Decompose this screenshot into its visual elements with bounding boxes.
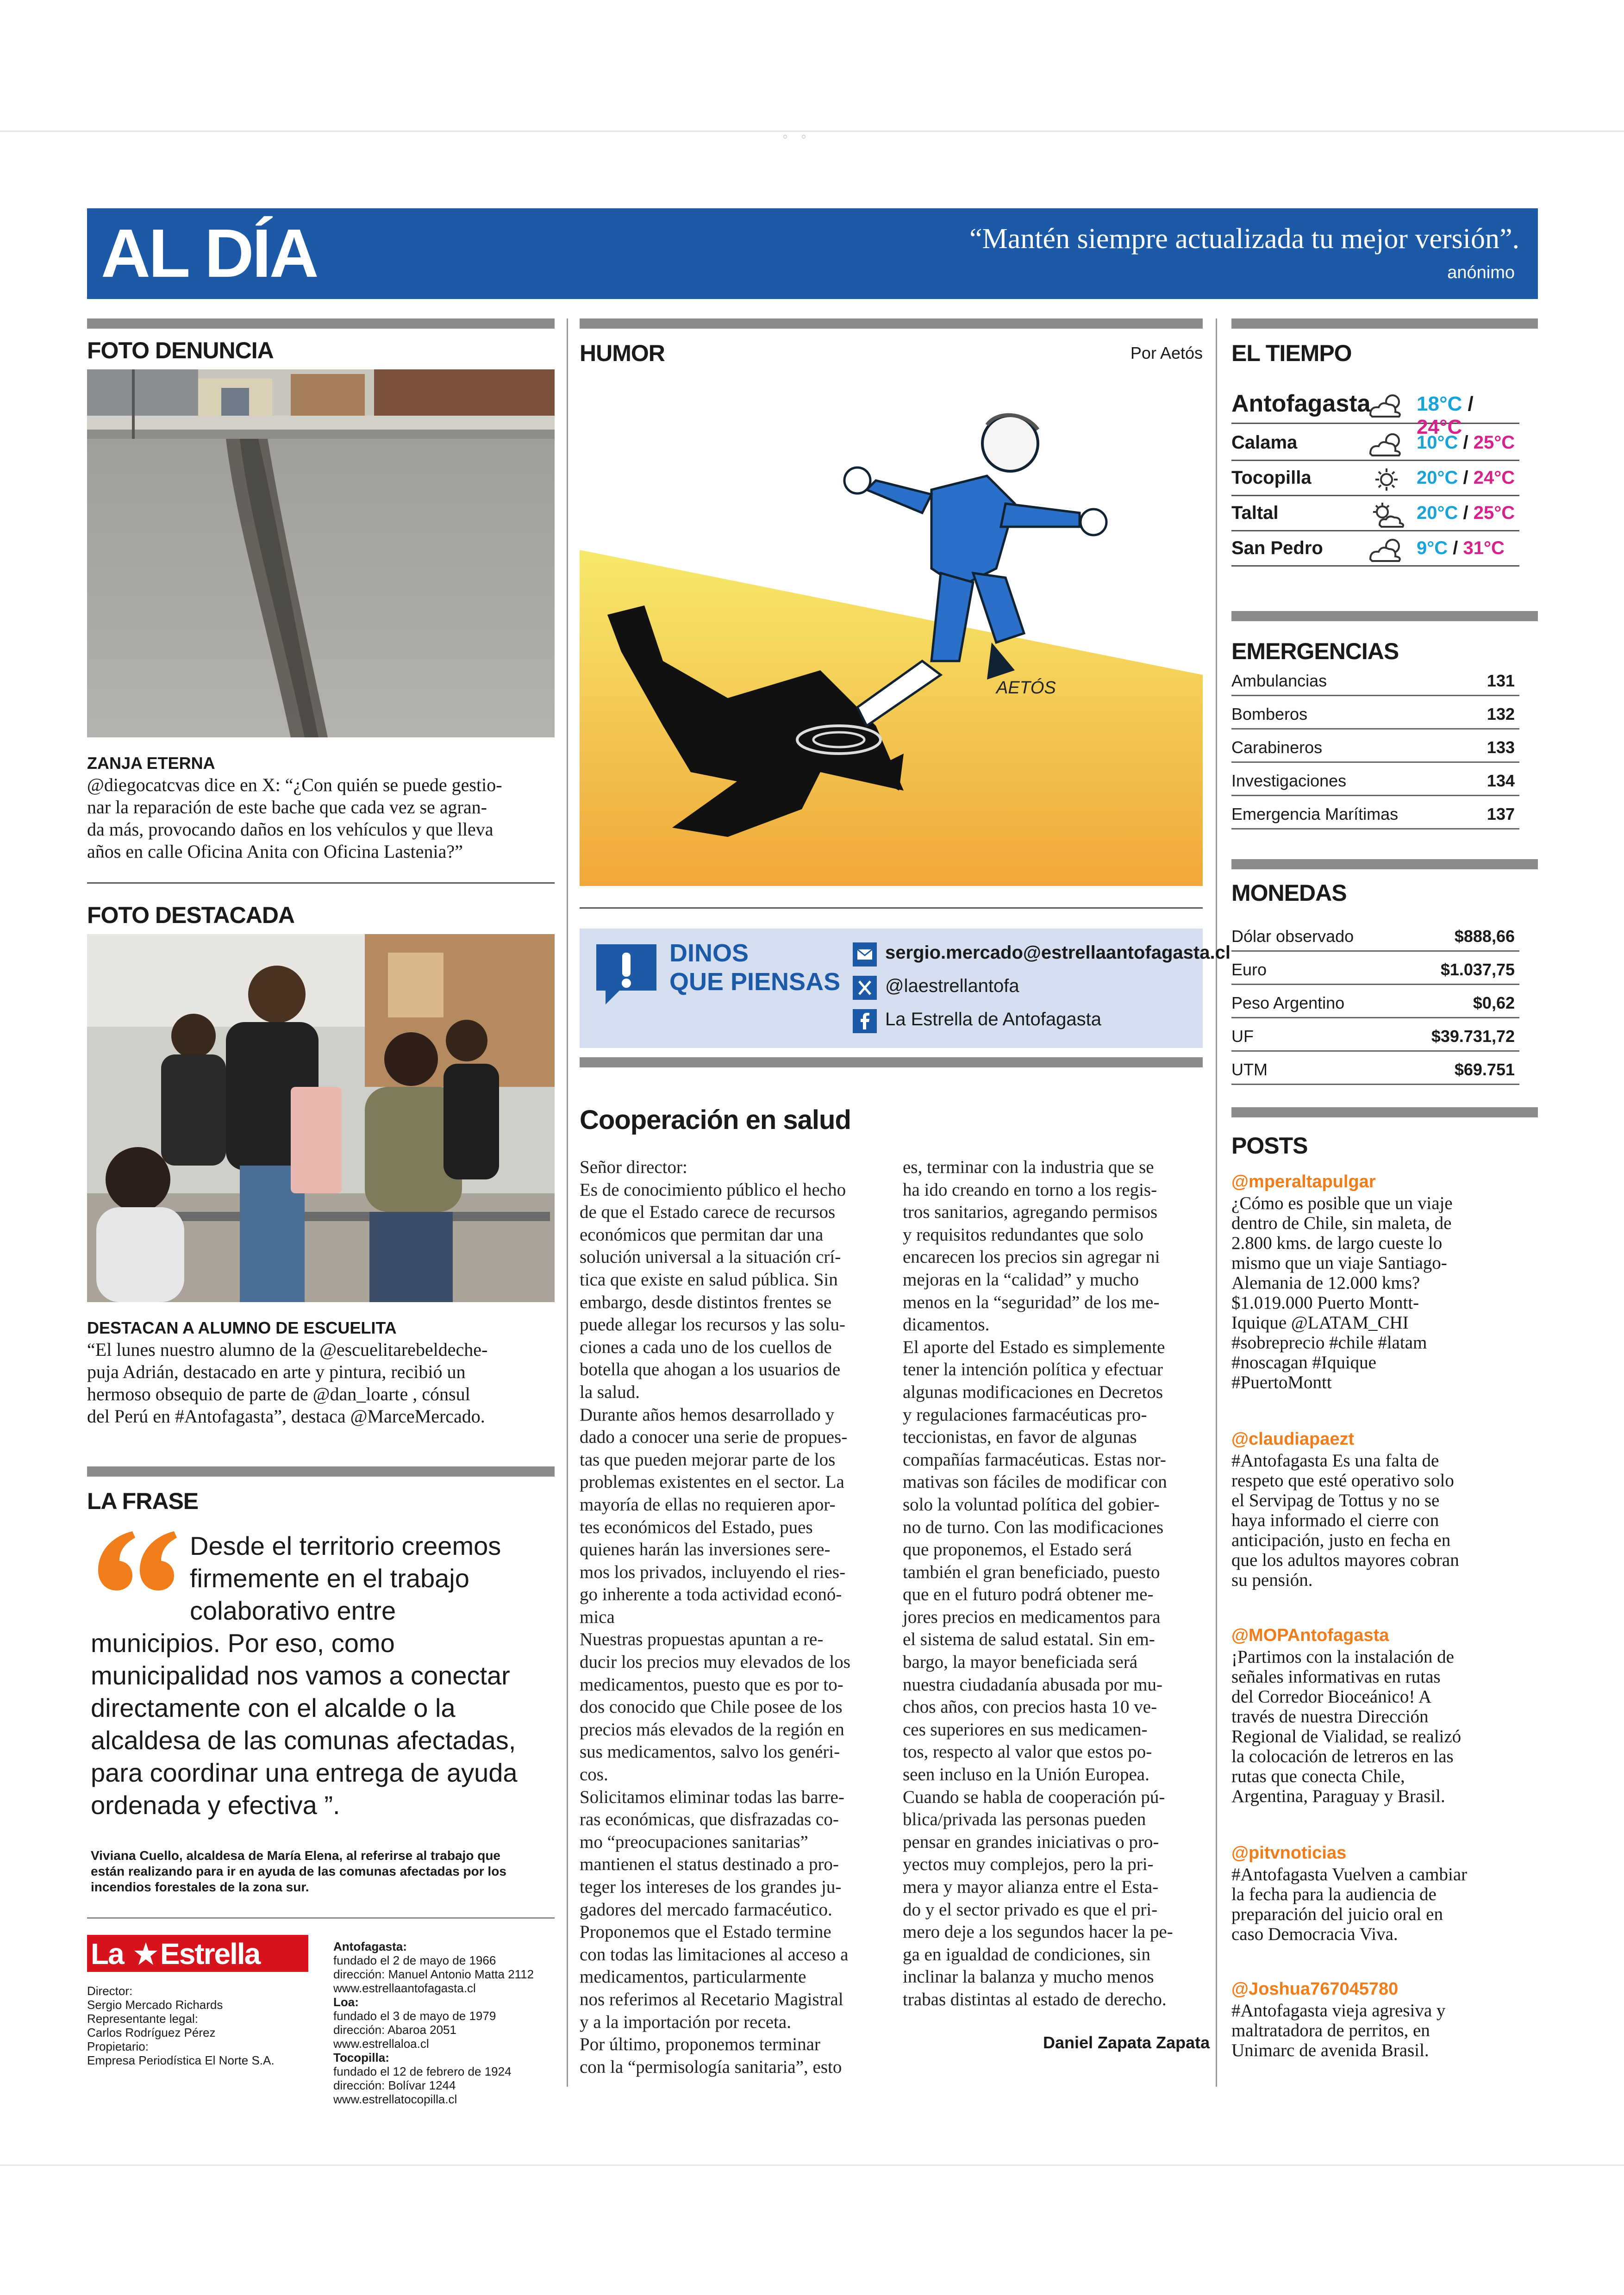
letter-line: solución universal a la situación crí-: [580, 1247, 841, 1267]
letter-line: go inherente a toda actividad econó-: [580, 1584, 842, 1605]
divider-bar: [1231, 318, 1538, 329]
letter-line: dos conocido que Chile posee de los: [580, 1697, 843, 1717]
foto-destacada-title: FOTO DESTACADA: [87, 902, 295, 928]
letter-line: que proponemos, el Estado será: [903, 1540, 1132, 1560]
divider-bar: [580, 318, 1203, 329]
currency-row: Euro $1.037,75: [1231, 952, 1519, 985]
letter-line: es, terminar con la industria que se: [903, 1157, 1154, 1177]
letter-line: no de turno. Con las modificaciones: [903, 1517, 1164, 1537]
divider-bar: [1231, 611, 1538, 621]
letter-line: que en el futuro podrá obtener me-: [903, 1584, 1154, 1605]
letter-line: algunas modificaciones en Decretos: [903, 1382, 1163, 1402]
letter-line: el sistema de salud estatal. Sin em-: [903, 1629, 1155, 1650]
page-bottom-edge: [0, 2164, 1624, 2166]
emergency-row: Emergencia Marítimas 137: [1231, 796, 1519, 829]
letter-line: también el gran beneficiado, puesto: [903, 1562, 1160, 1582]
web-link[interactable]: www.estrellatocopilla.cl: [333, 2092, 457, 2106]
foto-destacada-photo: [87, 934, 555, 1302]
letter-line: sus medicamentos, salvo los genéri-: [580, 1742, 840, 1762]
letter-line: inclinar la balanza y mucho menos: [903, 1967, 1154, 1987]
letter-line: bargo, la mayor beneficiada será: [903, 1652, 1138, 1672]
letter-line: Proponemos que el Estado termine: [580, 1922, 831, 1942]
x-icon: [853, 976, 877, 1000]
letter-line: mejoras en la “calidad” y mucho: [903, 1269, 1139, 1290]
weather-title: EL TIEMPO: [1231, 340, 1352, 366]
foto-destacada-caption-title: DESTACAN A ALUMNO DE ESCUELITA: [87, 1318, 397, 1337]
dinos-title: DINOS QUE PIENSAS: [669, 939, 841, 996]
letter-line: ga en igualdad de condiciones, sin: [903, 1944, 1151, 1964]
divider-line: [87, 882, 555, 884]
dinos-facebook[interactable]: La Estrella de Antofagasta: [885, 1009, 1101, 1029]
frase-line: municipalidad nos vamos a conectar: [91, 1661, 510, 1690]
letter-line: tros sanitarios, agregando permisos: [903, 1202, 1158, 1222]
post-body: ¡Partimos con la instalación de señales informativas en rutas del Corredor Bioceánico! A través de nuestra Dirección Regional de Vialidad, se realizó la colocación de letreros en las rutas que conecta Chile, Argentina, Paraguay y Brasil.: [1231, 1647, 1462, 1806]
divider-bar: [87, 318, 555, 329]
letter-line: Cuando se habla de cooperación pú-: [903, 1787, 1165, 1807]
emergencias-title: EMERGENCIAS: [1231, 638, 1399, 664]
currency-row: Dólar observado $888,66: [1231, 918, 1519, 952]
letter-line: embargo, desde distintos frentes se: [580, 1292, 832, 1312]
humor-cartoon: [580, 374, 1203, 886]
currency-row: UTM $69.751: [1231, 1052, 1519, 1085]
letter-line: seen incluso en la Unión Europea.: [903, 1765, 1149, 1785]
post-body: ¿Cómo es posible que un viaje dentro de Chile, sin maleta, de 2.800 kms. de largo cueste lo mismo que un viaje Santiago- Alemania de 12.000 kms? $1.019.000 Puerto Montt- Iquique @LATAM_CHI #sobreprecio #chile #latam #noscagan #Iquique #PuertoMontt: [1231, 1193, 1453, 1392]
emergency-row: Investigaciones 134: [1231, 763, 1519, 796]
frase-line: para coordinar una entrega de ayuda: [91, 1758, 518, 1787]
foto-denuncia-photo: [87, 369, 555, 737]
letter-line: pensar en grandes iniciativas o pro-: [903, 1832, 1159, 1852]
la-frase-title: LA FRASE: [87, 1488, 199, 1514]
letter-signature: Daniel Zapata Zapata: [1043, 2033, 1210, 2052]
weather-row: San Pedro 9°C / 31°C: [1231, 531, 1519, 567]
currency-row: Peso Argentino $0,62: [1231, 985, 1519, 1018]
frase-line: ordenada y efectiva ”.: [91, 1790, 340, 1820]
humor-byline: Por Aetós: [1130, 343, 1203, 362]
post-body: #Antofagasta vieja agresiva y maltratadora de perritos, en Unimarc de avenida Brasil.: [1231, 2001, 1446, 2060]
frase-line: Desde el territorio creemos: [190, 1531, 501, 1560]
letter-line: quienes harán las inversiones sere-: [580, 1540, 831, 1560]
letter-line: do y el sector privado es que el pri-: [903, 1899, 1158, 1920]
letter-line: solo la voluntad política del gobier-: [903, 1494, 1160, 1515]
frase-line: alcaldesa de las comunas afectadas,: [91, 1726, 516, 1755]
exclamation-bubble-icon: [592, 940, 661, 1009]
dinos-email[interactable]: sergio.mercado@estrellaantofagasta.cl: [885, 942, 1230, 963]
letter-line: la salud.: [580, 1382, 640, 1402]
letter-line: puede allegar los recursos y las solu-: [580, 1315, 845, 1335]
web-link[interactable]: www.estrellaloa.cl: [333, 2037, 429, 2051]
letter-line: mantienen el status destinado a pro-: [580, 1854, 839, 1875]
letter-line: Durante años hemos desarrollado y: [580, 1404, 835, 1425]
letter-line: mo “preocupaciones sanitarias”: [580, 1832, 808, 1852]
foto-destacada-caption: “El lunes nuestro alumno de la @escuelitarebeldeche- puja Adrián, destacado en arte y pintura, recibió un hermoso obsequio de parte de @dan_loarte , cónsul del Perú en #Antofagasta”, destaca @MarceMercado.: [87, 1339, 488, 1427]
letter-line: económicos que permitan dar una: [580, 1224, 824, 1245]
email-icon: [853, 942, 877, 967]
cloud-sun-icon: [1366, 431, 1407, 457]
cloud-sun-icon: [1366, 537, 1407, 563]
post-handle[interactable]: @pitvnoticias: [1231, 1843, 1347, 1863]
letter-line: con todas las limitaciones al acceso a: [580, 1944, 849, 1964]
posts-title: POSTS: [1231, 1133, 1308, 1159]
letter-line: y requisitos redundantes que solo: [903, 1224, 1143, 1245]
cloud-sun-icon: [1366, 393, 1407, 418]
letter-line: tica que existe en salud pública. Sin: [580, 1269, 838, 1290]
frase-source: Viviana Cuello, alcaldesa de María Elena, al referirse al trabajo que están realizando para ir en ayuda de las comunas afectadas por los incendios forestales de la zona sur.: [91, 1848, 506, 1894]
star-icon: [133, 1941, 158, 1966]
letter-column-2: [903, 1156, 1208, 2011]
letter-line: y a la importación por receta.: [580, 2012, 791, 2032]
letter-line: medicamentos, puesto que es por to-: [580, 1674, 843, 1695]
letter-line: nuestra ciudadanía abusada por mu-: [903, 1674, 1162, 1695]
emergency-row: Ambulancias 131: [1231, 663, 1519, 696]
letter-line: ras económicas, que disfrazadas co-: [580, 1809, 839, 1830]
letter-line: Señor director:: [580, 1157, 687, 1177]
letter-line: mero deje a los segundos hacer la pe-: [903, 1922, 1173, 1942]
section-header: [87, 208, 1538, 299]
letter-line: cos.: [580, 1765, 608, 1785]
letter-line: medicamentos, particularmente: [580, 1967, 806, 1987]
post-body: #Antofagasta Es una falta de respeto que esté operativo solo el Servipag de Tottus y no se haya informado el cierre con anticipación, justo en fecha en que los adultos mayores cobran su pensión.: [1231, 1451, 1459, 1590]
dinos-que-piensas-box: [580, 929, 1230, 1048]
section-title: AL DÍA: [101, 215, 317, 292]
letter-line: problemas existentes en el sector. La: [580, 1472, 844, 1492]
frase-line: colaborativo entre: [190, 1596, 396, 1625]
letter-line: Nuestras propuestas apuntan a re-: [580, 1629, 824, 1650]
currency-row: UF $39.731,72: [1231, 1018, 1519, 1052]
header-quote-author: anónimo: [1447, 263, 1515, 282]
letter-line: blica/privada las personas pueden: [903, 1809, 1146, 1830]
humor-title: HUMOR: [580, 340, 665, 366]
letter-line: ces superiores en sus medicamen-: [903, 1719, 1148, 1740]
frase-line: directamente con el alcalde o la: [91, 1693, 456, 1722]
letter-line: Es de conocimiento público el hecho: [580, 1179, 846, 1200]
letter-line: botella que ahogan a los usuarios de: [580, 1360, 841, 1380]
column-rule: [1216, 318, 1217, 2087]
foto-denuncia-caption: @diegocatcvas dice en X: “¿Con quién se puede gestio- nar la reparación de este bache que cada vez se agran- da más, provocando daños en los vehículos y que lleva años en calle Oficina Anita con Oficina Lastenia?”: [87, 774, 502, 862]
letter-line: encarecen los precios sin agregar ni: [903, 1247, 1160, 1267]
foto-denuncia-caption-title: ZANJA ETERNA: [87, 754, 215, 773]
divider-bar: [1231, 859, 1538, 869]
dinos-x-handle[interactable]: @laestrellantofa: [885, 976, 1019, 996]
divider-bar: [87, 1466, 555, 1477]
emergency-row: Bomberos 132: [1231, 696, 1519, 730]
letter-column-1: [580, 1156, 885, 2078]
letter-line: Solicitamos eliminar todas las barre-: [580, 1787, 844, 1807]
divider-line: [87, 1917, 555, 1919]
column-rule: [567, 318, 568, 2087]
divider-line: [580, 907, 1203, 909]
letter-line: mayoría de ellas no requieren apor-: [580, 1494, 836, 1515]
editions-list: Antofagasta: fundado el 2 de mayo de 1966 dirección: Manuel Antonio Matta 2112 www.estrellaantofagasta.cl Loa: fundado el 3 de mayo de 1979 dirección: Abaroa 2051 www.estrellaloa.cl Tocopilla: fundado el 12 de febrero de 1924 dirección: Bolívar 1244 www.estrellatocopilla.cl: [333, 1940, 534, 2106]
sun-cloud-icon: [1366, 502, 1407, 528]
post-handle[interactable]: @Joshua767045780: [1231, 1979, 1399, 1999]
weather-row: Tocopilla 20°C / 24°C: [1231, 461, 1519, 496]
letter-line: Por último, proponemos terminar: [580, 2034, 820, 2055]
post-handle[interactable]: @mperaltapulgar: [1231, 1172, 1376, 1191]
letter-line: chos años, con precios hasta 10 ve-: [903, 1697, 1157, 1717]
letter-line: menos en la “seguridad” de los me-: [903, 1292, 1160, 1312]
letter-line: precios más elevados de la región en: [580, 1719, 844, 1740]
letter-line: tas que pueden mejorar parte de los: [580, 1449, 836, 1470]
divider-bar: [580, 1057, 1203, 1067]
letter-line: mera y mayor alianza entre el Esta-: [903, 1877, 1159, 1897]
page-indicator[interactable]: ◦◦: [782, 128, 820, 145]
letter-line: ha ido creando en torno a los regis-: [903, 1179, 1157, 1200]
divider-bar: [1231, 1107, 1538, 1117]
letter-line: y regulaciones farmacéuticas pro-: [903, 1404, 1147, 1425]
quote-mark-icon: [96, 1528, 180, 1592]
letter-line: de que el Estado carece de recursos: [580, 1202, 836, 1222]
staff-director: Director: Sergio Mercado Richards Representante legal: Carlos Rodríguez Pérez Propietario: Empresa Periodística El Norte S.A.: [87, 1984, 275, 2067]
letter-line: mos los privados, incluyendo el ries-: [580, 1562, 846, 1582]
frase-line: municipios. Por eso, como: [91, 1628, 395, 1658]
header-quote: “Mantén siempre actualizada tu mejor versión”.: [969, 223, 1519, 255]
emergency-row: Carabineros 133: [1231, 730, 1519, 763]
monedas-title: MONEDAS: [1231, 880, 1347, 906]
letter-line: trabas distintas al estado de derecho.: [903, 1989, 1167, 2009]
letter-line: dado a conocer una serie de propues-: [580, 1427, 848, 1447]
facebook-icon: [853, 1009, 877, 1033]
post-handle[interactable]: @claudiapaezt: [1231, 1429, 1355, 1449]
weather-row: Taltal 20°C / 25°C: [1231, 496, 1519, 531]
post-handle[interactable]: @MOPAntofagasta: [1231, 1626, 1389, 1645]
letter-title: Cooperación en salud: [580, 1105, 851, 1135]
letter-line: mica: [580, 1607, 615, 1627]
cartoon-signature: AETÓS: [996, 678, 1056, 698]
letter-line: tes económicos del Estado, pues: [580, 1517, 813, 1537]
letter-line: ducir los precios muy elevados de los: [580, 1652, 850, 1672]
frase-line: firmemente en el trabajo: [190, 1564, 469, 1593]
foto-denuncia-title: FOTO DENUNCIA: [87, 337, 274, 363]
letter-line: mativas son fáciles de modificar con: [903, 1472, 1167, 1492]
letter-line: ciones a cada uno de los cuellos de: [580, 1337, 832, 1357]
letter-line: dicamentos.: [903, 1315, 990, 1335]
letter-line: teger los intereses de los grandes ju-: [580, 1877, 842, 1897]
letter-line: teccionistas, en favor de algunas: [903, 1427, 1137, 1447]
letter-line: yectos muy complejos, pero la pri-: [903, 1854, 1154, 1875]
letter-line: nos referimos al Recetario Magistral: [580, 1989, 843, 2009]
weather-row: Calama 10°C / 25°C: [1231, 426, 1519, 461]
web-link[interactable]: www.estrellaantofagasta.cl: [333, 1981, 476, 1995]
post-body: #Antofagasta Vuelven a cambiar la fecha para la audiencia de preparación del juicio oral en caso Democracia Viva.: [1231, 1865, 1468, 1944]
sun-icon: [1366, 467, 1407, 493]
letter-line: con la “permisología sanitaria”, esto: [580, 2057, 842, 2077]
weather-row: Antofagasta 18°C / 24°C: [1231, 382, 1519, 424]
estrella-logo: La Estrella: [87, 1935, 308, 1972]
letter-line: tener la intención política y efectuar: [903, 1360, 1163, 1380]
letter-line: gadores del mercado farmacéutico.: [580, 1899, 832, 1920]
letter-line: jores precios en medicamentos para: [903, 1607, 1161, 1627]
letter-line: compañías farmacéuticas. Estas nor-: [903, 1449, 1166, 1470]
letter-line: tos, respecto al valor que estos po-: [903, 1742, 1152, 1762]
letter-line: El aporte del Estado es simplemente: [903, 1337, 1165, 1357]
